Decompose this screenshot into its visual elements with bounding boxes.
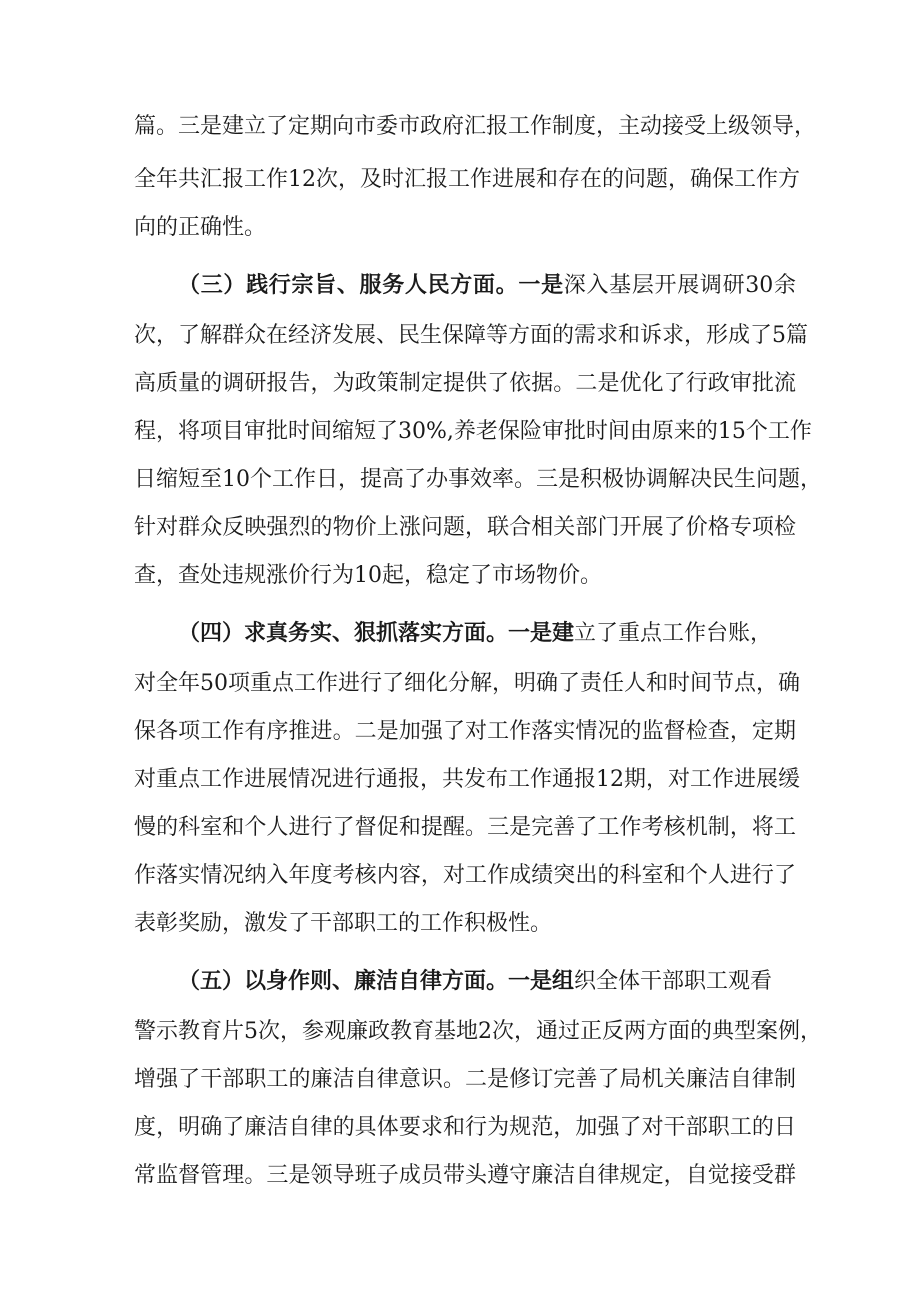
line-text: 常监督管理。三是领导班子成员带头遵守廉洁自律规定，自觉接受群 (134, 1163, 796, 1188)
paragraph-line (134, 506, 796, 550)
paragraph-line (134, 1154, 796, 1198)
line-text: 高质量的调研报告，为政策制定提供了依据。二是优化了行政审批流 (134, 371, 796, 396)
line-text: 对全年50项重点工作进行了细化分解，明确了责任人和时间节点，确 (134, 671, 800, 696)
section-heading-line (178, 960, 796, 1004)
line-text: 次，了解群众在经济发展、民生保障等方面的需求和诉求，形成了5篇 (134, 323, 808, 348)
paragraph-line (134, 806, 796, 850)
paragraph-line (134, 902, 796, 946)
paragraph-line (134, 554, 796, 598)
line-text: 作落实情况纳入年度考核内容，对工作成绩突出的科室和个人进行了 (134, 863, 796, 888)
line-text: 度，明确了廉洁自律的具体要求和行为规范，加强了对干部职工的日 (134, 1115, 796, 1140)
line-text: 表彰奖励，激发了干部职工的工作积极性。 (134, 911, 553, 936)
paragraph-line (134, 158, 800, 202)
line-text: 警示教育片5次，参观廉政教育基地2次，通过正反两方面的典型案例， (134, 1019, 822, 1044)
section-heading-line (178, 264, 796, 308)
line-text: 织全体干部职工观看 (574, 969, 773, 994)
paragraph-line (134, 710, 796, 754)
paragraph-line (134, 314, 808, 358)
paragraph-line (134, 854, 796, 898)
section-heading: （四）求真务实、狠抓落实方面。一是建 (178, 621, 575, 646)
line-text: 深入基层开展调研30余 (563, 273, 796, 298)
line-text: 篇。三是建立了定期向市委市政府汇报工作制度，主动接受上级领导， (134, 114, 817, 139)
line-text: 向的正确性。 (134, 215, 267, 240)
section-heading: （三）践行宗旨、服务人民方面。一是 (178, 273, 564, 298)
paragraph-line (134, 458, 822, 502)
line-text: 针对群众反映强烈的物价上涨问题，联合相关部门开展了价格专项检 (134, 515, 796, 540)
paragraph-line (134, 206, 796, 250)
line-text: 增强了干部职工的廉洁自律意识。二是修订完善了局机关廉洁自律制 (134, 1067, 796, 1092)
section-heading-line (178, 612, 796, 656)
paragraph-line (134, 758, 800, 802)
line-text: 慢的科室和个人进行了督促和提醒。三是完善了工作考核机制，将工 (134, 815, 796, 840)
paragraph-line (134, 362, 796, 406)
line-text: 程，将项目审批时间缩短了30%,养老保险审批时间由原来的15个工作 (134, 419, 812, 444)
paragraph-line (134, 410, 812, 454)
line-text: 日缩短至10个工作日，提高了办事效率。三是积极协调解决民生问题， (134, 467, 822, 492)
line-text: 立了重点工作台账， (574, 621, 773, 646)
paragraph-line (134, 1010, 822, 1054)
line-text: 保各项工作有序推进。二是加强了对工作落实情况的监督检查，定期 (134, 719, 796, 744)
paragraph-line (134, 662, 800, 706)
paragraph-line (134, 1106, 796, 1150)
paragraph-line (134, 105, 817, 149)
line-text: 全年共汇报工作12次，及时汇报工作进展和存在的问题，确保工作方 (134, 167, 800, 192)
paragraph-line (134, 1058, 796, 1102)
section-heading: （五）以身作则、廉洁自律方面。一是组 (178, 969, 575, 994)
line-text: 对重点工作进展情况进行通报，共发布工作通报12期，对工作进展缓 (134, 767, 800, 792)
line-text: 查，查处违规涨价行为10起，稳定了市场物价。 (134, 563, 602, 588)
